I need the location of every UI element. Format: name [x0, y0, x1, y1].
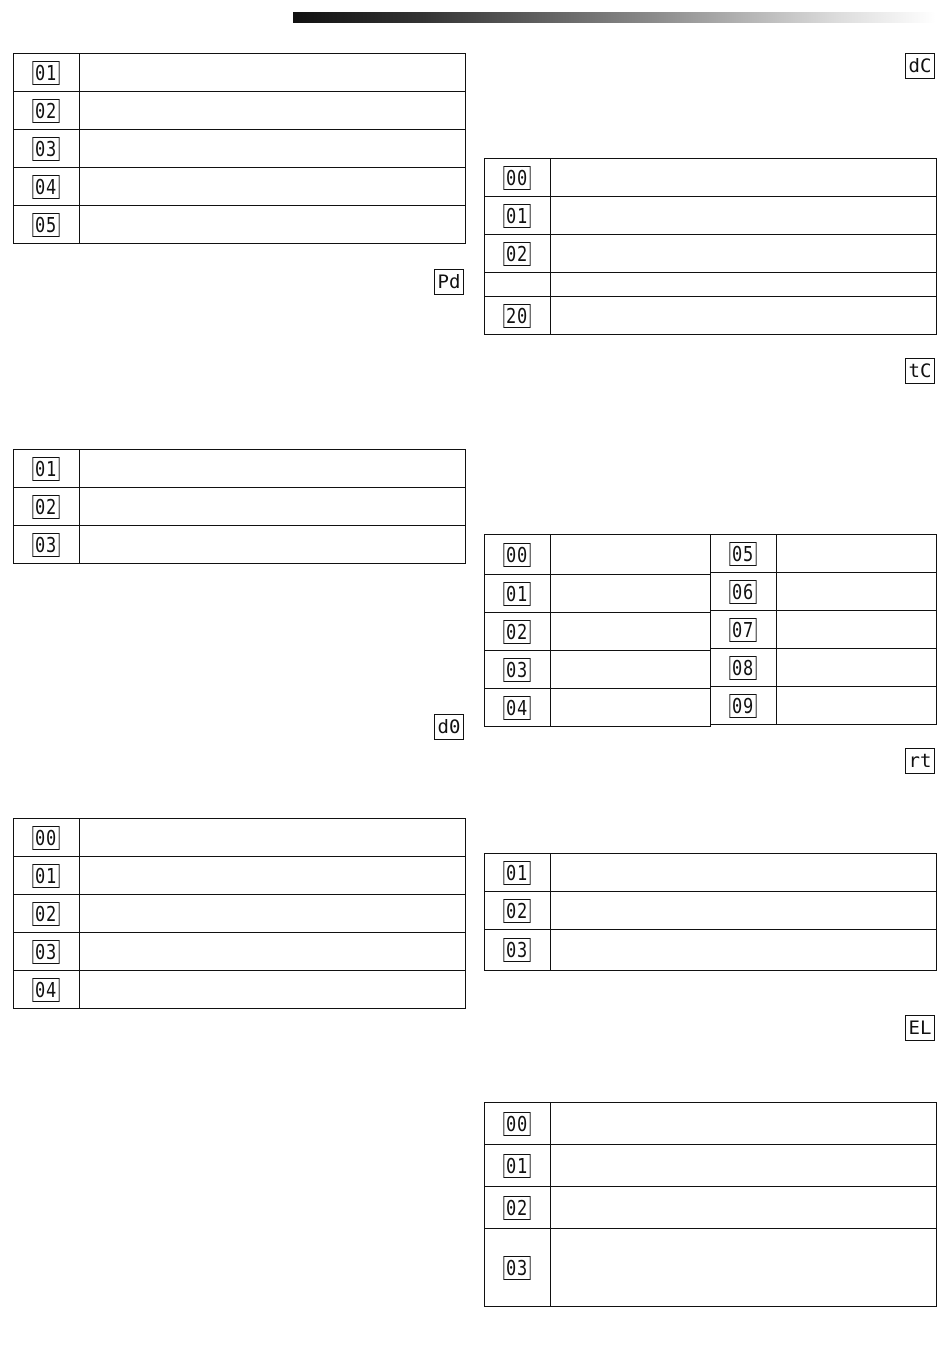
option-code-cell [485, 1187, 551, 1229]
param-rt-label: rt [905, 748, 935, 774]
option-description [80, 92, 466, 130]
options-table-5b [710, 534, 937, 725]
option-description [551, 930, 937, 971]
option-code-cell [14, 168, 80, 206]
param-tc-label: tC [905, 358, 935, 384]
option-description [777, 535, 937, 573]
param-pd-label: Pd [434, 269, 464, 295]
options-table-1 [13, 53, 466, 244]
option-code-cell [14, 895, 80, 933]
option-code-cell [485, 651, 551, 689]
option-code-cell [485, 930, 551, 971]
option-description [551, 1145, 937, 1187]
option-code-cell [711, 573, 777, 611]
option-code-cell [14, 819, 80, 857]
option-description [551, 1229, 937, 1307]
option-description [80, 168, 466, 206]
lcd-code: 02 [33, 99, 60, 123]
param-dc-label: dC [905, 53, 935, 79]
option-code-cell [485, 235, 551, 273]
option-code-cell [485, 575, 551, 613]
lcd-code: 03 [504, 1256, 531, 1280]
option-code-cell [14, 206, 80, 244]
option-code-cell [14, 933, 80, 971]
option-description [551, 1103, 937, 1145]
lcd-code: 01 [504, 861, 531, 885]
lcd-code: 08 [730, 656, 757, 680]
option-description [777, 649, 937, 687]
lcd-code: 02 [504, 242, 531, 266]
option-code-cell [14, 857, 80, 895]
option-code-cell-empty [485, 273, 551, 297]
option-description [551, 651, 711, 689]
option-description [551, 535, 711, 575]
option-description [551, 297, 937, 335]
option-description [80, 54, 466, 92]
lcd-code: 06 [730, 580, 757, 604]
option-code-cell [14, 54, 80, 92]
options-table-6 [484, 853, 937, 971]
lcd-code: 01 [504, 1154, 531, 1178]
lcd-code: 04 [504, 696, 531, 720]
option-code-cell [485, 1145, 551, 1187]
header-gradient-bar [293, 12, 936, 23]
option-description [80, 895, 466, 933]
option-code-cell [485, 535, 551, 575]
options-table-5a [484, 534, 711, 727]
lcd-code: 01 [33, 864, 60, 888]
option-description [551, 159, 937, 197]
option-description [80, 488, 466, 526]
option-description [80, 130, 466, 168]
option-code-cell [485, 892, 551, 930]
option-description [551, 235, 937, 273]
option-description [80, 857, 466, 895]
option-code-cell [14, 971, 80, 1009]
lcd-code: 02 [504, 899, 531, 923]
option-code-cell [14, 92, 80, 130]
option-description [80, 819, 466, 857]
option-code-cell [485, 689, 551, 727]
option-description [551, 892, 937, 930]
option-code-cell [485, 159, 551, 197]
option-description [551, 273, 937, 297]
param-d0-label: d0 [434, 714, 464, 740]
options-table-3 [13, 818, 466, 1009]
lcd-code: 00 [33, 826, 60, 850]
lcd-code: 03 [33, 940, 60, 964]
options-table-4 [484, 158, 937, 335]
lcd-code: 07 [730, 618, 757, 642]
option-description [551, 575, 711, 613]
option-code-cell [485, 1103, 551, 1145]
option-description [777, 687, 937, 725]
lcd-code: 05 [33, 213, 60, 237]
option-description [551, 854, 937, 892]
option-description [551, 1187, 937, 1229]
option-description [80, 971, 466, 1009]
lcd-code: 01 [33, 457, 60, 481]
option-code-cell [485, 197, 551, 235]
lcd-code: 01 [504, 582, 531, 606]
option-description [777, 611, 937, 649]
option-code-cell [485, 854, 551, 892]
lcd-code: 00 [504, 1112, 531, 1136]
lcd-code: 00 [504, 543, 531, 567]
lcd-code: 05 [730, 542, 757, 566]
option-code-cell [485, 1229, 551, 1307]
option-code-cell [14, 450, 80, 488]
option-description [551, 689, 711, 727]
lcd-code: 01 [33, 61, 60, 85]
lcd-code: 01 [504, 204, 531, 228]
option-code-cell [711, 611, 777, 649]
option-description [80, 933, 466, 971]
lcd-code: 20 [504, 304, 531, 328]
lcd-code: 03 [33, 533, 60, 557]
lcd-code: 00 [504, 166, 531, 190]
option-code-cell [711, 535, 777, 573]
options-table-2 [13, 449, 466, 564]
option-code-cell [14, 526, 80, 564]
option-description [80, 526, 466, 564]
option-code-cell [711, 649, 777, 687]
option-description [777, 573, 937, 611]
option-description [80, 450, 466, 488]
option-code-cell [485, 613, 551, 651]
option-description [551, 197, 937, 235]
option-code-cell [14, 130, 80, 168]
lcd-code: 03 [504, 658, 531, 682]
option-code-cell [711, 687, 777, 725]
option-code-cell [485, 297, 551, 335]
option-code-cell [14, 488, 80, 526]
lcd-code: 03 [33, 137, 60, 161]
options-table-7 [484, 1102, 937, 1307]
lcd-code: 02 [504, 620, 531, 644]
lcd-code: 03 [504, 938, 531, 962]
lcd-code: 09 [730, 694, 757, 718]
lcd-code: 02 [33, 495, 60, 519]
lcd-code: 04 [33, 175, 60, 199]
option-description [551, 613, 711, 651]
lcd-code: 02 [33, 902, 60, 926]
lcd-code: 02 [504, 1196, 531, 1220]
option-description [80, 206, 466, 244]
param-el-label: EL [905, 1015, 935, 1041]
lcd-code: 04 [33, 978, 60, 1002]
